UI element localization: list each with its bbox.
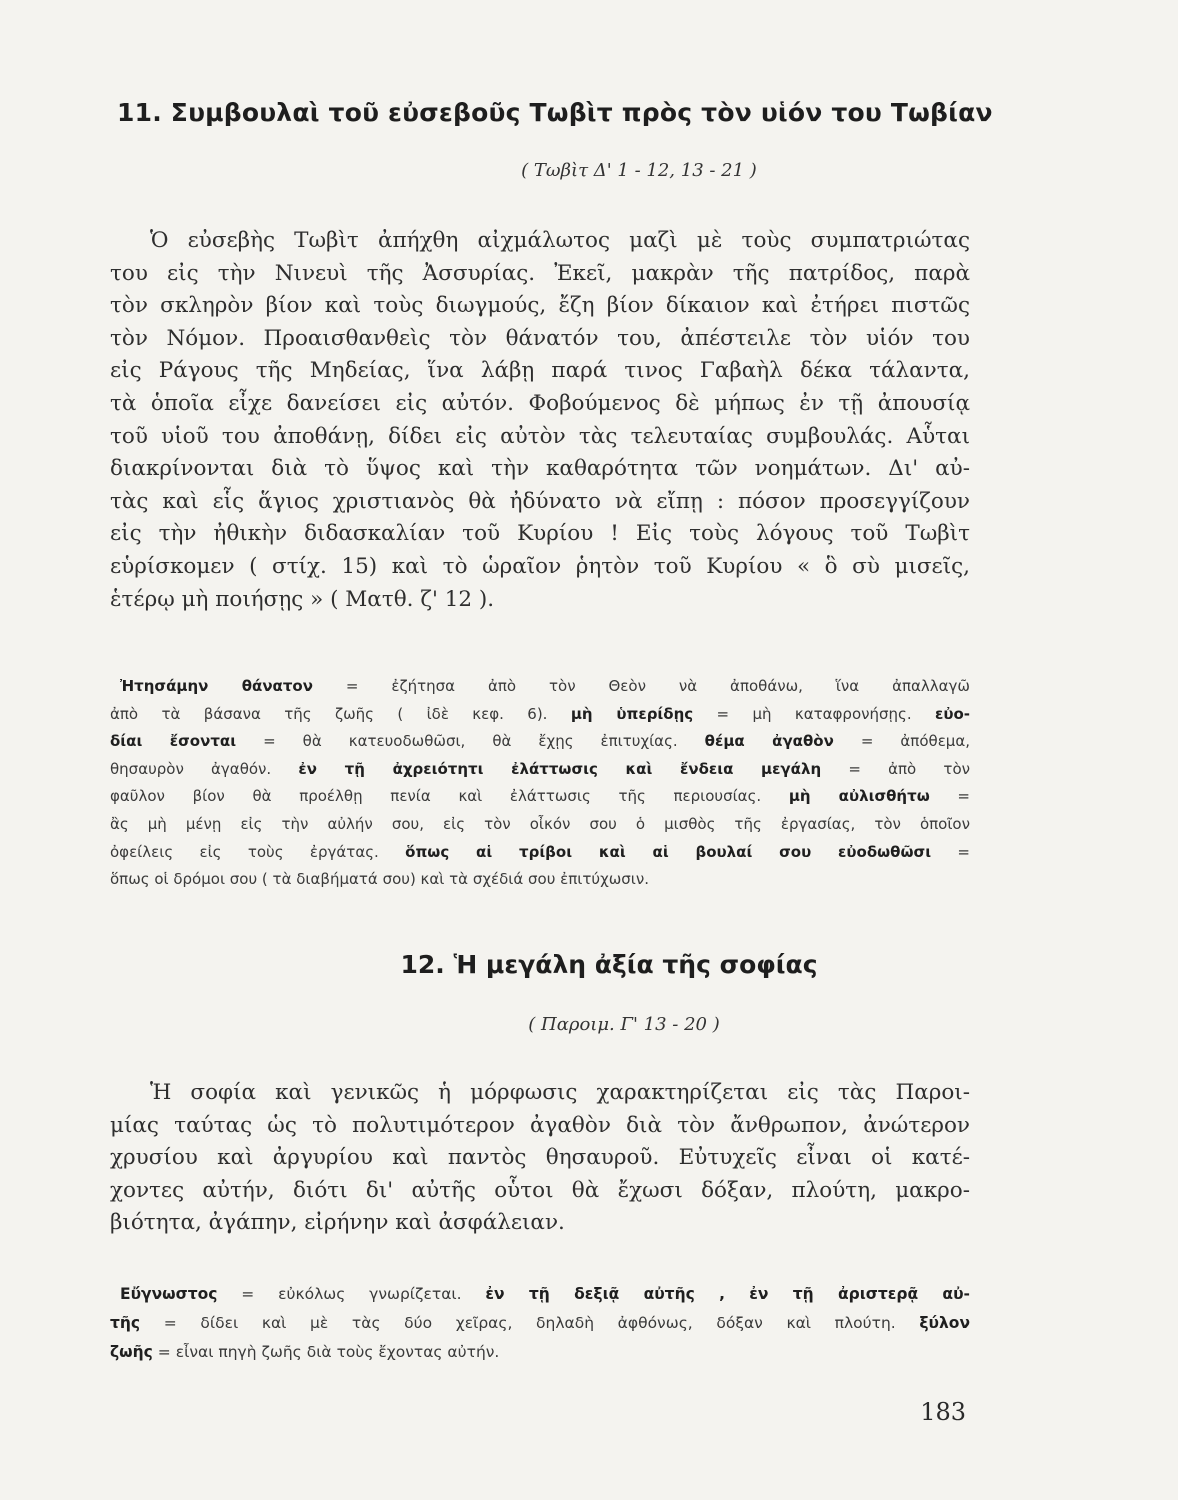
note-line — [110, 1280, 970, 1309]
text-line: εἰς Ράγους τῆς Μηδείας, ἵνα λάβῃ παρά τινος Γαβαὴλ δέκα τάλαντα, — [110, 358, 970, 384]
page-number: 183 — [920, 1398, 966, 1426]
glossary-term: τῆς — [110, 1314, 141, 1332]
glossary-term: ἐν τῇ ἀχρειότητι ἐλάττωσις καὶ ἔνδεια μεγάλη — [298, 759, 822, 778]
glossary-definition: = ἐζήτησα ἀπὸ τὸν Θεὸν νὰ ἀποθάνω, ἵνα ἀπαλλαγῶ — [312, 677, 970, 695]
glossary-definition: = δίδει καὶ μὲ τὰς δύο χεῖρας, δηλαδὴ ἀφθόνως, δόξαν καὶ πλούτη. — [140, 1314, 920, 1332]
glossary-definition: = — [929, 787, 970, 806]
glossary-definition: = εἶναι πηγὴ ζωῆς διὰ τοὺς ἔχοντας αὐτήν. — [152, 1343, 500, 1361]
note-line — [110, 673, 970, 701]
text-line: μίας ταύτας ὡς τὸ πολυτιμότερον ἀγαθὸν διὰ τὸν ἄνθρωπον, ἀνώτερον — [110, 1112, 970, 1138]
glossary-term: εὐο- — [934, 704, 970, 723]
section-11-reference: ( Τωβὶτ Δ' 1 - 12, 13 - 21 ) — [521, 160, 757, 181]
note-line — [110, 756, 970, 784]
glossary-definition: φαῦλον βίον θὰ προέλθῃ πενία καὶ ἐλάττωσις τῆς περιουσίας. — [110, 787, 789, 806]
glossary-definition: ἀπὸ τὰ βάσανα τῆς ζωῆς ( ἰδὲ κεφ. 6). — [110, 704, 571, 723]
note-line — [110, 1309, 970, 1338]
text-line: χρυσίου καὶ ἀργυρίου καὶ παντὸς θησαυροῦ. Εὐτυχεῖς εἶναι οἱ κατέ- — [110, 1145, 970, 1171]
glossary-definition: = — [931, 842, 970, 861]
note-line — [110, 866, 970, 894]
glossary-term: ξύλον — [919, 1314, 970, 1332]
glossary-definition: = εὐκόλως γνωρίζεται. — [217, 1285, 486, 1303]
glossary-term: Ἠτησάμην θάνατον — [120, 677, 313, 695]
glossary-definition: = ἀπόθεμα, — [833, 732, 971, 751]
note-line — [110, 839, 970, 867]
glossary-term: ὅπως αἱ τρίβοι καὶ αἱ βουλαί σου εὐοδωθῶσι — [405, 842, 932, 861]
text-line: εὑρίσκομεν ( στίχ. 15) καὶ τὸ ὡραῖον ῥητὸν τοῦ Κυρίου « ὃ σὺ μισεῖς, — [110, 553, 970, 579]
note-line — [110, 728, 970, 756]
text-line: εἰς τὴν ἠθικὴν διδασκαλίαν τοῦ Κυρίου ! Εἰς τοὺς λόγους τοῦ Τωβὶτ — [110, 521, 970, 547]
glossary-term: Εὔγνωστος — [120, 1285, 218, 1303]
text-line: Ἡ σοφία καὶ γενικῶς ἡ μόρφωσις χαρακτηρίζεται εἰς τὰς Παροι- — [150, 1080, 970, 1105]
section-12-paragraph — [110, 1077, 970, 1240]
section-12-title: 12. Ἡ μεγάλη ἀξία τῆς σοφίας — [400, 950, 818, 979]
text-line: χοντες αὐτήν, διότι δι' αὐτῆς οὗτοι θὰ ἔχωσι δόξαν, πλούτη, μακρο- — [110, 1177, 970, 1203]
text-line: διακρίνονται διὰ τὸ ὕψος καὶ τὴν καθαρότητα τῶν νοημάτων. Δι' αὐ- — [110, 456, 970, 482]
glossary-definition: = μὴ καταφρονήσῃς. — [693, 704, 935, 723]
glossary-definition: ὅπως οἱ δρόμοι σου ( τὰ διαβήματά σου) καὶ τὰ σχέδιά σου ἐπιτύχωσιν. — [110, 870, 650, 889]
note-line — [110, 1338, 970, 1367]
glossary-term: μὴ ὑπερίδῃς — [570, 704, 694, 723]
glossary-term: ζωῆς — [110, 1343, 153, 1361]
text-line: ἑτέρῳ μὴ ποιήσῃς » ( Ματθ. ζ' 12 ). — [110, 586, 495, 612]
text-line: Ὁ εὐσεβὴς Τωβὶτ ἀπήχθη αἰχμάλωτος μαζὶ μὲ τοὺς συμπατριώτας — [150, 228, 970, 253]
section-11-paragraph — [110, 225, 970, 616]
glossary-term: δίαι ἔσονται — [110, 732, 237, 751]
note-line — [110, 783, 970, 811]
text-line: τὸν Νόμον. Προαισθανθεὶς τὸν θάνατόν του, ἀπέστειλε τὸν υἱόν του — [110, 325, 970, 351]
section-12-reference: ( Παροιμ. Γ' 13 - 20 ) — [528, 1014, 720, 1035]
section-12-notes — [110, 1280, 970, 1367]
glossary-definition: = θὰ κατευοδωθῶσι, θὰ ἔχῃς ἐπιτυχίας. — [236, 732, 705, 751]
section-11-notes — [110, 673, 970, 894]
note-line — [110, 701, 970, 729]
glossary-definition: = ἀπὸ τὸν — [821, 759, 971, 778]
text-line: τὰ ὁποῖα εἶχε δανείσει εἰς αὐτόν. Φοβούμενος δὲ μήπως ἐν τῇ ἀπουσίᾳ — [110, 390, 970, 416]
text-line: τοῦ υἱοῦ του ἀποθάνῃ, δίδει εἰς αὐτὸν τὰς τελευταίας συμβουλάς. Αὗται — [110, 423, 970, 449]
text-line: βιότητα, ἀγάπην, εἰρήνην καὶ ἀσφάλειαν. — [110, 1210, 565, 1236]
glossary-term: θέμα ἀγαθὸν — [704, 732, 834, 751]
glossary-definition: θησαυρὸν ἀγαθόν. — [110, 759, 299, 778]
glossary-definition: ἂς μὴ μένῃ εἰς τὴν αὐλήν σου, εἰς τὸν οἶκόν σου ὁ μισθὸς τῆς ἐργασίας, τὸν ὁποῖον — [110, 814, 970, 833]
glossary-definition: ὀφείλεις εἰς τοὺς ἐργάτας. — [110, 842, 406, 861]
text-line: τὸν σκληρὸν βίον καὶ τοὺς διωγμούς, ἔζη βίον δίκαιον καὶ ἐτήρει πιστῶς — [110, 293, 970, 319]
glossary-term: μὴ αὐλισθήτω — [788, 787, 930, 806]
glossary-term: ἐν τῇ δεξιᾷ αὐτῆς , ἐν τῇ ἀριστερᾷ αὐ- — [485, 1285, 970, 1303]
text-line: τὰς καὶ εἷς ἅγιος χριστιανὸς θὰ ἠδύνατο νὰ εἴπῃ : πόσον προσεγγίζουν — [110, 488, 970, 514]
text-line: του εἰς τὴν Νινευὶ τῆς Ἀσσυρίας. Ἐκεῖ, μακρὰν τῆς πατρίδος, παρὰ — [110, 260, 970, 286]
section-11-title: 11. Συμβουλαὶ τοῦ εὐσεβοῦς Τωβὶτ πρὸς τὸν υἱόν του Τωβίαν — [117, 98, 993, 127]
note-line — [110, 811, 970, 839]
